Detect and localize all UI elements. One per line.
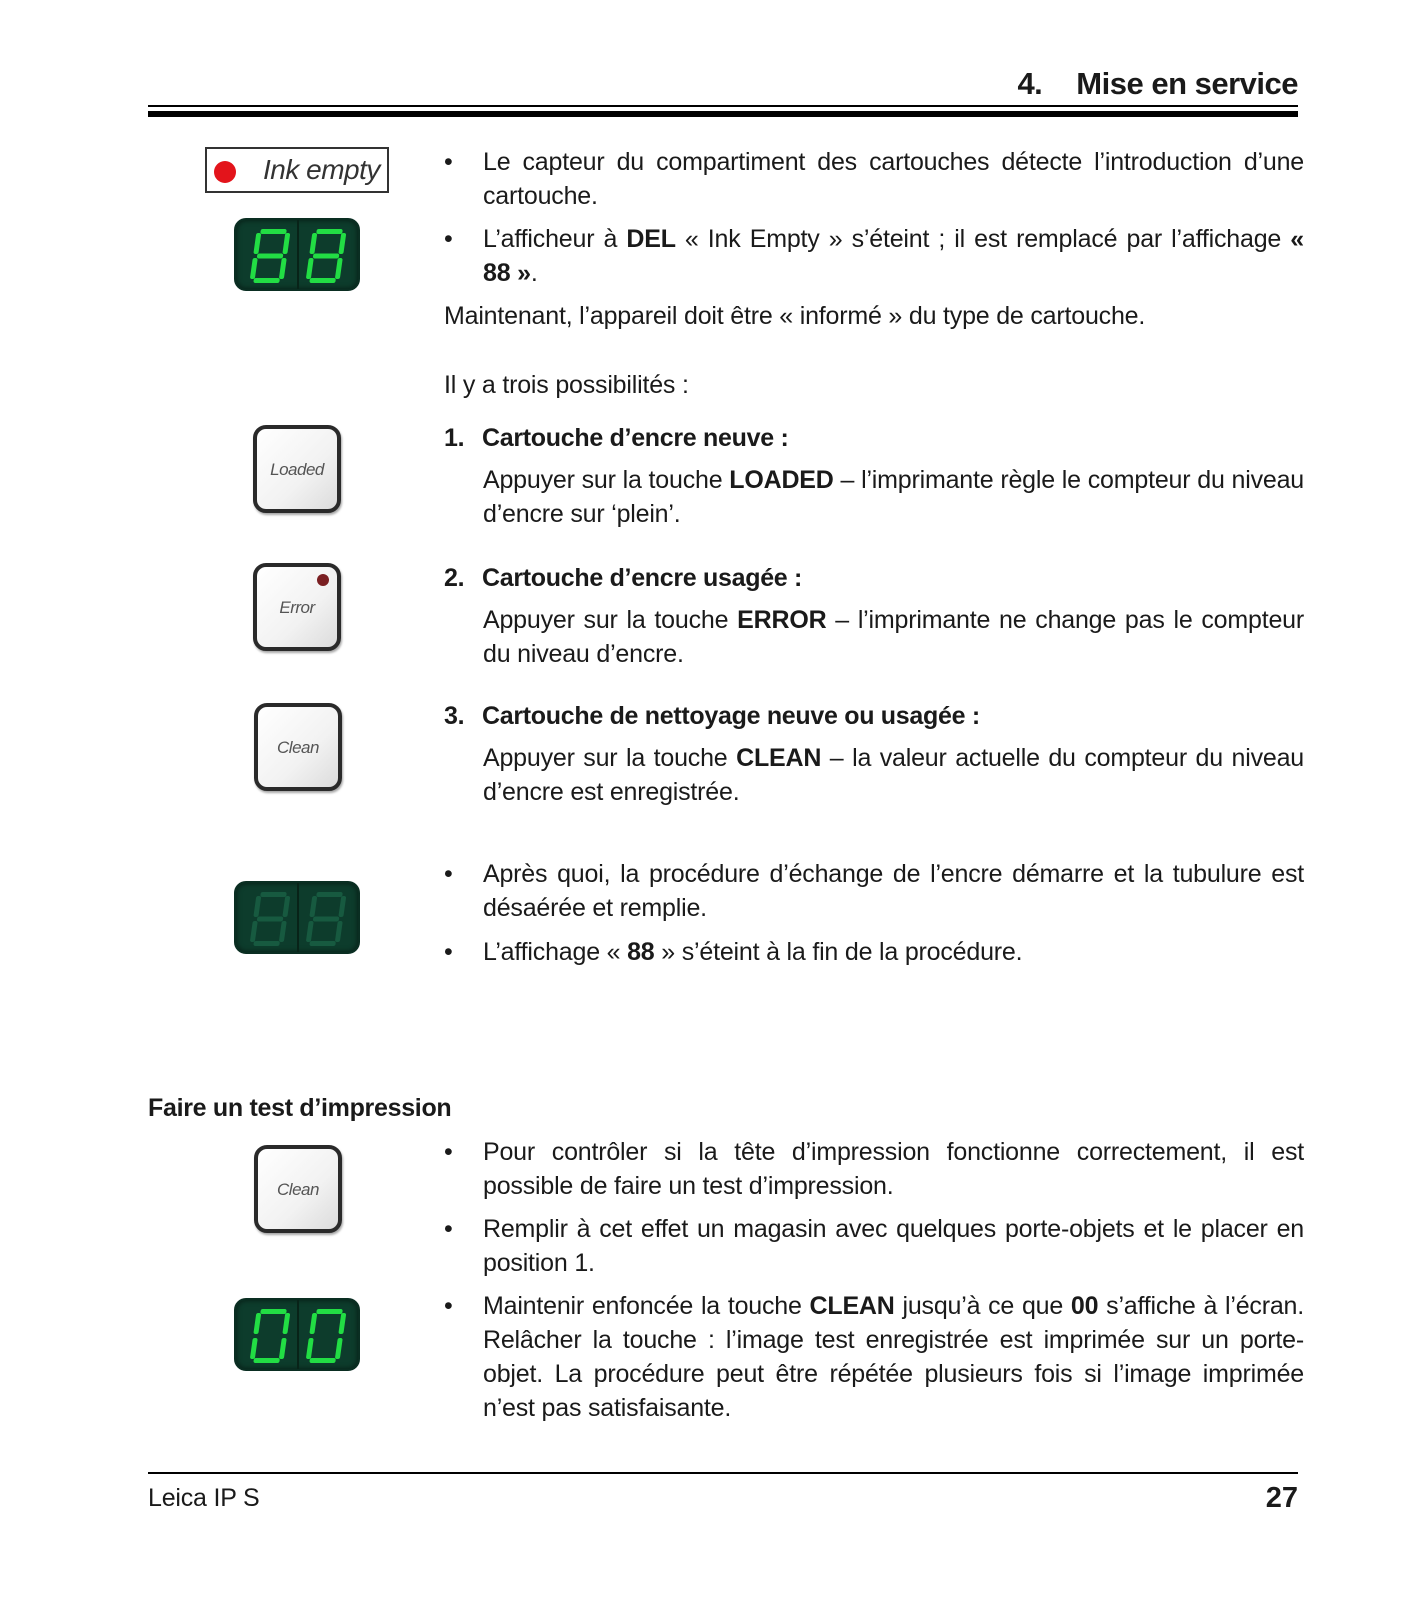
bullet-text: Le capteur du compartiment des cartouches détecte l’introduction d’une cartouche. <box>483 148 1304 210</box>
bullet-icon: • <box>444 1138 453 1166</box>
text-fragment: – l’imprimante règle le compteur du niveau d’encre sur ‘plein’. <box>483 466 1304 528</box>
text-fragment: – la valeur actuelle du compteur du niveau d’encre est enregistrée. <box>483 744 1305 806</box>
bullet-icon: • <box>444 148 453 176</box>
error-key[interactable] <box>253 563 341 651</box>
step-body <box>483 603 1304 671</box>
text-fragment: L’afficheur à <box>483 225 627 253</box>
display-divider <box>297 220 299 289</box>
key-label: Clean <box>277 738 319 757</box>
key-label: Loaded <box>270 460 324 479</box>
text-fragment: Appuyer sur la touche <box>483 466 730 494</box>
display-00 <box>234 1298 360 1371</box>
step-body <box>483 463 1304 531</box>
ink-empty-indicator <box>205 147 389 193</box>
clean-key-test[interactable] <box>254 1145 342 1233</box>
bullet-text <box>483 935 1304 969</box>
seven-segment-digit-icon <box>250 1308 290 1364</box>
seven-segment-digit-icon <box>306 228 346 284</box>
text-fragment: Appuyer sur la touche <box>483 606 738 634</box>
text-fragment: . <box>530 259 538 287</box>
clean-key[interactable] <box>254 703 342 791</box>
red-led-icon <box>214 161 236 183</box>
bold-term: ERROR <box>737 606 827 634</box>
footer-product: Leica IP S <box>148 1484 260 1512</box>
bold-term: CLEAN <box>736 744 822 772</box>
bold-term: CLEAN <box>809 1292 895 1320</box>
bold-term: « 88 » <box>483 225 1304 287</box>
display-divider <box>297 883 299 952</box>
step-title <box>444 699 980 733</box>
bullet-item <box>444 222 1304 292</box>
bold-term: DEL <box>626 225 676 253</box>
loaded-key[interactable] <box>253 425 341 513</box>
page-header <box>148 62 1298 122</box>
text-fragment: – l’imprimante ne change pas le compteur du niveau d’encre. <box>483 606 1304 668</box>
seven-segment-digit-icon <box>306 1308 346 1364</box>
step-title <box>444 561 802 595</box>
step-title-text: Cartouche d’encre usagée : <box>482 564 803 592</box>
paragraph: Maintenant, l’appareil doit être « informé » du type de cartouche. <box>444 302 1146 330</box>
bullet-icon: • <box>444 1215 453 1243</box>
display-88 <box>234 218 360 291</box>
bullet-text: Pour contrôler si la tête d’impression fonctionne correctement, il est possible de faire un test d’impression. <box>483 1138 1304 1200</box>
key-label: Clean <box>277 1180 319 1199</box>
step-title <box>444 421 788 455</box>
text-fragment: « Ink Empty » s’éteint ; il est remplacé par l’affichage <box>675 225 1291 253</box>
bullet-item <box>444 1135 1304 1205</box>
page-number: 27 <box>1265 1482 1298 1514</box>
bullet-text <box>483 1289 1304 1425</box>
error-led-icon <box>317 574 329 586</box>
chapter-number: 4. <box>1017 66 1043 101</box>
bold-term: 00 <box>1070 1292 1099 1320</box>
section-title: Faire un test d’impression <box>148 1094 452 1122</box>
bullet-icon: • <box>444 225 453 253</box>
step-number: 1. <box>444 424 465 452</box>
chapter-title <box>1017 66 1298 102</box>
bullet-icon: • <box>444 860 453 888</box>
step-title-text: Cartouche de nettoyage neuve ou usagée : <box>482 702 980 730</box>
text-fragment: Appuyer sur la touche <box>483 744 737 772</box>
ink-empty-label: Ink empty <box>263 154 380 185</box>
bullet-item <box>444 935 1304 971</box>
bullet-item <box>444 1212 1304 1282</box>
bullet-item <box>444 857 1304 927</box>
text-fragment: Maintenir enfoncée la touche <box>483 1292 810 1320</box>
key-label: Error <box>279 598 315 617</box>
bold-term: LOADED <box>729 466 834 494</box>
bullet-icon: • <box>444 1292 453 1320</box>
chapter-title-text: Mise en service <box>1076 66 1298 101</box>
step-number: 3. <box>444 702 465 730</box>
header-rule-thick <box>148 111 1298 117</box>
header-rule-thin <box>148 105 1298 107</box>
bullet-item <box>444 145 1304 215</box>
bullet-item <box>444 1289 1304 1429</box>
seven-segment-digit-icon <box>250 891 290 947</box>
footer-rule <box>148 1472 1298 1474</box>
step-title-text: Cartouche d’encre neuve : <box>482 424 789 452</box>
seven-segment-digit-icon <box>306 891 346 947</box>
seven-segment-digit-icon <box>250 228 290 284</box>
text-fragment: jusqu’à ce que <box>894 1292 1071 1320</box>
paragraph: Il y a trois possibilités : <box>444 371 689 399</box>
display-divider <box>297 1300 299 1369</box>
display-88-off <box>234 881 360 954</box>
text-fragment: s’affiche à l’écran. Relâcher la touche : l’image test enregistrée est imprimée sur un porte-objet. La procédure peut être répétée plusieurs fois si l’image imprimée n’est pas satisfaisante. <box>483 1292 1304 1422</box>
bullet-text: Remplir à cet effet un magasin avec quelques porte-objets et le placer en position 1. <box>483 1215 1304 1277</box>
step-number: 2. <box>444 564 465 592</box>
bullet-icon: • <box>444 938 453 966</box>
bullet-text <box>483 222 1304 290</box>
text-fragment: » s’éteint à la fin de la procédure. <box>654 938 1023 966</box>
step-body <box>483 741 1304 809</box>
bullet-text: Après quoi, la procédure d’échange de l’encre démarre et la tubulure est désaérée et remplie. <box>483 860 1304 922</box>
bold-term: 88 <box>627 938 655 966</box>
text-fragment: L’affichage « <box>483 938 628 966</box>
